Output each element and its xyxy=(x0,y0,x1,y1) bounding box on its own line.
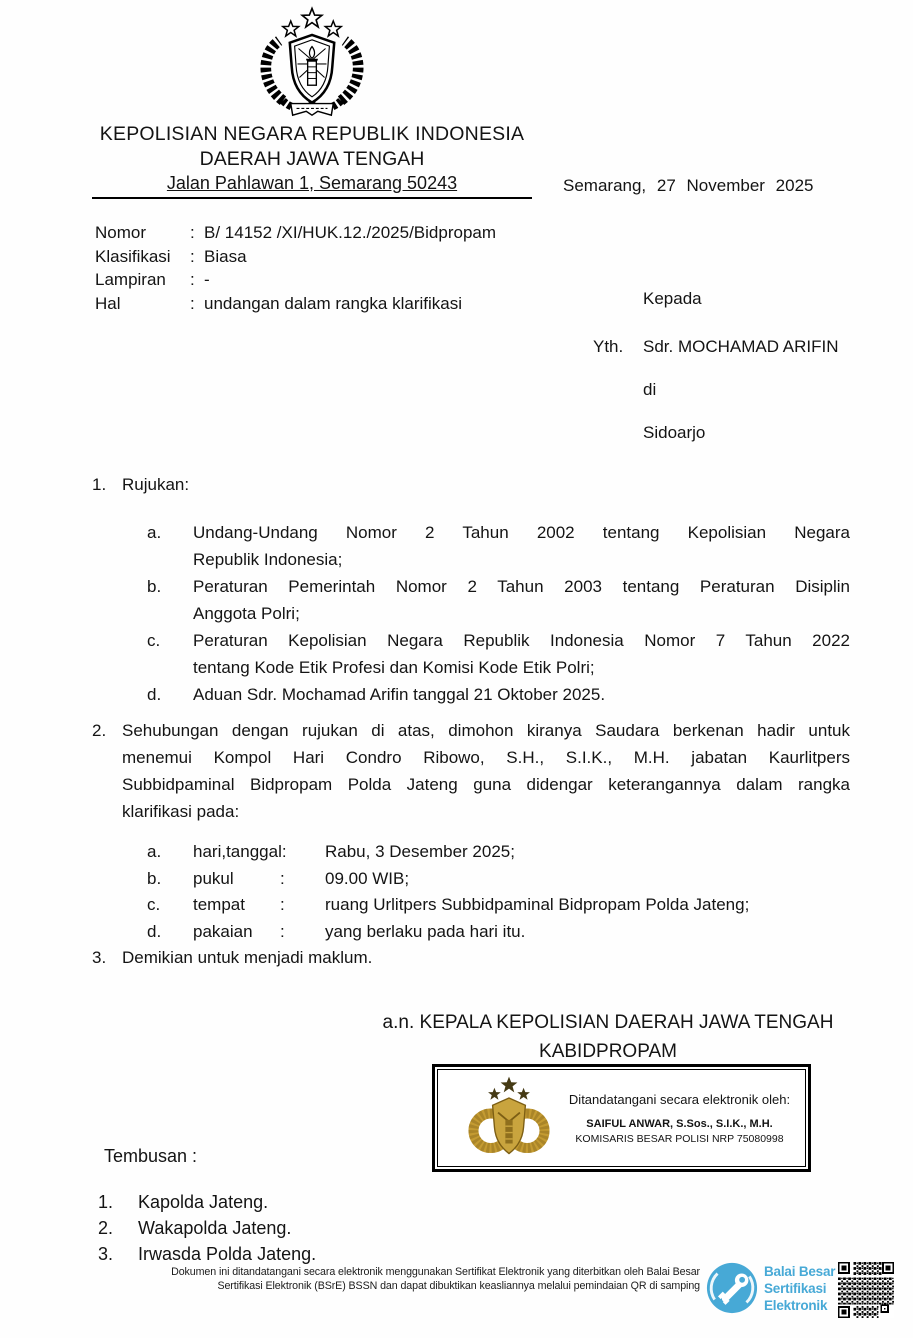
detail-value: Rabu, 3 Desember 2025; xyxy=(325,842,515,861)
meta-row-nomor xyxy=(95,221,496,245)
detail-letter: a. xyxy=(147,842,162,861)
tembusan-item-text: Wakapolda Jateng. xyxy=(138,1218,292,1238)
list-item-letter: b. xyxy=(147,577,162,596)
meta-value: - xyxy=(204,270,210,289)
signature-position: KABIDPROPAM xyxy=(539,1041,677,1062)
detail-row-pakaian xyxy=(147,919,850,946)
letterhead xyxy=(92,6,532,199)
list-item xyxy=(147,627,850,681)
list-item-text: Anggota Polri; xyxy=(193,604,300,623)
section-undangan xyxy=(92,717,850,945)
meta-separator: : xyxy=(190,246,195,266)
detail-label: pakaian xyxy=(193,921,253,941)
signature-an-line: a.n. KEPALA KEPOLISIAN DAERAH JAWA TENGAH xyxy=(382,1012,834,1033)
list-item xyxy=(147,519,850,573)
meta-separator: : xyxy=(190,293,195,313)
esign-signer-rank-nrp: KOMISARIS BESAR POLISI NRP 75080998 xyxy=(575,1132,784,1145)
tembusan-item-number: 1. xyxy=(98,1192,114,1212)
recipient-block xyxy=(593,288,839,443)
detail-row-pukul xyxy=(147,866,850,893)
esign-box xyxy=(432,1064,811,1172)
letterhead-address: Jalan Pahlawan 1, Semarang 50243 xyxy=(166,173,458,193)
detail-letter: d. xyxy=(147,921,162,941)
detail-row-hari xyxy=(147,839,850,866)
bsre-wordmark xyxy=(764,1263,835,1314)
list-item-text: tentang Kode Etik Profesi dan Komisi Kode Etik Polri; xyxy=(193,658,595,677)
tembusan-item-number: 2. xyxy=(98,1218,114,1238)
list-item xyxy=(147,681,850,708)
letter-meta xyxy=(95,221,496,315)
meta-separator: : xyxy=(190,223,195,242)
tembusan-item-number: 3. xyxy=(98,1244,114,1264)
meta-label: Hal xyxy=(95,293,121,313)
tembusan-item-text: Irwasda Polda Jateng. xyxy=(138,1244,317,1264)
detail-letter: c. xyxy=(147,895,161,914)
section-rujukan xyxy=(92,471,850,708)
paragraph-line: Subbidpaminal Bidpropam Polda Jateng guna didengar keterangannya dalam rangka xyxy=(122,775,850,794)
detail-separator xyxy=(280,839,325,866)
tembusan-title: Tembusan : xyxy=(104,1146,198,1166)
letterhead-rule xyxy=(92,197,532,199)
esign-label: Ditandatangani secara elektronik oleh: xyxy=(568,1091,791,1107)
paragraph-line: klarifikasi pada: xyxy=(122,802,240,821)
section-number: 3. xyxy=(92,948,107,967)
detail-value: ruang Urlitpers Subbidpaminal Bidpropam Polda Jateng; xyxy=(325,895,750,914)
signature-heading xyxy=(368,1008,848,1066)
schedule-details xyxy=(147,839,850,945)
bsre-wordmark-line3: Elektronik xyxy=(764,1298,828,1313)
list-item-letter: c. xyxy=(147,631,161,650)
polri-gold-emblem-icon xyxy=(458,1076,560,1160)
tembusan-item xyxy=(98,1215,316,1241)
detail-separator: : xyxy=(280,895,285,914)
recipient-di: di xyxy=(643,380,657,399)
letterhead-org-line2: DAERAH JAWA TENGAH xyxy=(199,148,425,170)
list-item-text: Peraturan Pemerintah Nomor 2 Tahun 2003 tentang Peraturan Disiplin xyxy=(193,577,850,596)
recipient-kepada: Kepada xyxy=(643,289,702,308)
esign-signer-name: SAIFUL ANWAR, S.Sos., S.I.K., M.H. xyxy=(586,1117,773,1130)
esign-box-inner xyxy=(437,1069,806,1167)
date-line: Semarang, 27 November 2025 xyxy=(563,176,814,195)
list-item xyxy=(147,573,850,627)
list-item-text: Undang-Undang Nomor 2 Tahun 2002 tentang Kepolisian Negara xyxy=(193,523,850,542)
detail-label: tempat xyxy=(193,895,245,914)
list-item-letter: a. xyxy=(147,523,162,542)
meta-value: undangan dalam rangka klarifikasi xyxy=(204,293,462,313)
meta-label: Klasifikasi xyxy=(95,246,171,266)
polri-tribrata-emblem-icon xyxy=(248,6,376,120)
bsre-wordmark-line2: Sertifikasi xyxy=(764,1281,827,1296)
list-item-text: Peraturan Kepolisian Negara Republik Indonesia Nomor 7 Tahun 2022 xyxy=(193,631,850,650)
meta-row-lampiran xyxy=(95,268,496,292)
paragraph-line: Sehubungan dengan rujukan di atas, dimohon kiranya Saudara berkenan hadir untuk xyxy=(122,721,850,740)
meta-row-klasifikasi xyxy=(95,245,496,269)
meta-value: Biasa xyxy=(204,246,247,266)
section-text: Demikian untuk menjadi maklum. xyxy=(122,948,373,967)
section-title: Rujukan: xyxy=(122,475,190,494)
paragraph-line: menemui Kompol Hari Condro Ribowo, S.H., S.I.K., M.H. jabatan Kaurlitpers xyxy=(122,748,850,767)
recipient-yth-row xyxy=(593,336,839,357)
bsre-logo-icon xyxy=(705,1261,759,1315)
recipient-city: Sidoarjo xyxy=(643,423,706,442)
meta-row-hal xyxy=(95,292,496,316)
qr-code xyxy=(838,1262,894,1318)
detail-separator: : xyxy=(280,868,285,888)
recipient-yth-label: Yth. xyxy=(593,337,624,356)
detail-label: hari,tanggal: xyxy=(193,842,287,861)
tembusan-item xyxy=(98,1241,316,1267)
footer-disclaimer xyxy=(157,1266,700,1293)
bsre-wordmark-line1: Balai Besar xyxy=(764,1264,836,1279)
section-number: 2. xyxy=(92,721,107,740)
tembusan-item xyxy=(98,1189,316,1215)
section-number: 1. xyxy=(92,475,107,494)
footer-disclaimer-line2: Sertifikasi Elektronik (BSrE) BSSN dan dapat dibuktikan keasliannya melalui pemindaian QR di samping xyxy=(217,1279,700,1292)
tembusan-list xyxy=(98,1189,316,1267)
meta-separator: : xyxy=(190,270,195,289)
list-item-text: Aduan Sdr. Mochamad Arifin tanggal 21 Oktober 2025. xyxy=(193,685,606,704)
detail-value: 09.00 WIB; xyxy=(325,868,410,888)
meta-label: Nomor xyxy=(95,223,147,242)
meta-label: Lampiran xyxy=(95,270,166,289)
tembusan-item-text: Kapolda Jateng. xyxy=(138,1192,269,1212)
letterhead-org-line1: KEPOLISIAN NEGARA REPUBLIK INDONESIA xyxy=(99,123,525,145)
detail-separator: : xyxy=(280,921,285,941)
section-penutup xyxy=(92,944,850,971)
list-item-letter: d. xyxy=(147,685,162,704)
footer-disclaimer-line1: Dokumen ini ditandatangani secara elektronik menggunakan Sertifikat Elektronik yang diterbitkan oleh Balai Besar xyxy=(171,1266,700,1278)
detail-row-tempat xyxy=(147,892,850,919)
list-item-text: Republik Indonesia; xyxy=(193,550,343,569)
detail-value: yang berlaku pada hari itu. xyxy=(325,921,526,941)
recipient-name: Sdr. MOCHAMAD ARIFIN xyxy=(643,337,839,356)
meta-value: B/ 14152 /XI/HUK.12./2025/Bidpropam xyxy=(204,223,497,242)
detail-label: pukul xyxy=(193,868,234,888)
detail-letter: b. xyxy=(147,868,162,888)
